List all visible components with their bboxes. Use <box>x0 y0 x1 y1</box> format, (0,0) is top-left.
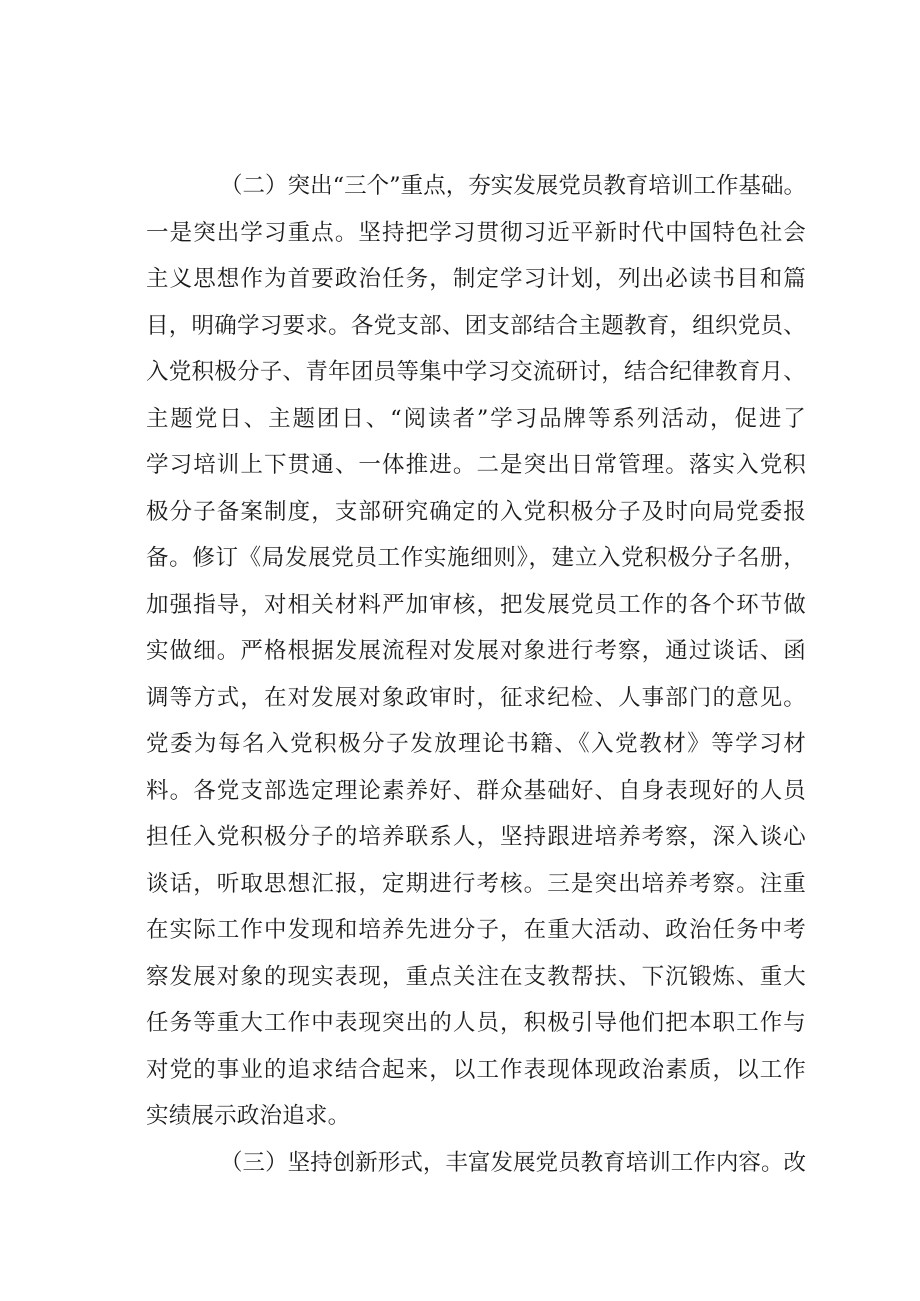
body-line: 主题党日、主题团日、“阅读者”学习品牌等系列活动，促进了 <box>146 405 806 432</box>
section-heading-2: （二）突出“三个”重点，夯实发展党员教育培训工作基础。 <box>220 173 806 199</box>
body-line: 主义思想作为首要政治任务，制定学习计划，列出必读书目和篇 <box>146 266 806 292</box>
body-line: 对党的事业的追求结合起来，以工作表现体现政治素质，以工作 <box>146 1056 806 1083</box>
body-line: 察发展对象的现实表现，重点关注在支教帮扶、下沉锻炼、重大 <box>146 963 806 990</box>
body-line: 极分子备案制度，支部研究确定的入党积极分子及时向局党委报 <box>146 498 806 525</box>
body-line: 调等方式，在对发展对象政审时，征求纪检、人事部门的意见。 <box>146 684 806 711</box>
body-line: 入党积极分子、青年团员等集中学习交流研讨，结合纪律教育月、 <box>146 359 806 385</box>
body-line: 实做细。严格根据发展流程对发展对象进行考察，通过谈话、函 <box>146 638 806 664</box>
body-line: 一是突出学习重点。坚持把学习贯彻习近平新时代中国特色社会 <box>146 219 806 246</box>
body-line: 在实际工作中发现和培养先进分子，在重大活动、政治任务中考 <box>146 917 806 943</box>
body-line: 目，明确学习要求。各党支部、团支部结合主题教育，组织党员、 <box>146 312 806 339</box>
body-line: 实绩展示政治追求。 <box>146 1103 351 1129</box>
document-body <box>146 163 806 1186</box>
body-line: 料。各党支部选定理论素养好、群众基础好、自身表现好的人员 <box>146 777 806 804</box>
body-line: 任务等重大工作中表现突出的人员，积极引导他们把本职工作与 <box>146 1010 806 1036</box>
body-line: 加强指导，对相关材料严加审核，把发展党员工作的各个环节做 <box>146 591 806 618</box>
body-line: 学习培训上下贯通、一体推进。二是突出日常管理。落实入党积 <box>146 452 806 478</box>
body-line: 党委为每名入党积极分子发放理论书籍、《入党教材》等学习材 <box>146 731 806 757</box>
body-line: 备。修订《局发展党员工作实施细则》，建立入党积极分子名册， <box>146 545 806 571</box>
section-heading-3: （三）坚持创新形式，丰富发展党员教育培训工作内容。改 <box>220 1149 806 1176</box>
body-line: 担任入党积极分子的培养联系人，坚持跟进培养考察，深入谈心 <box>146 824 806 850</box>
body-line: 谈话，听取思想汇报，定期进行考核。三是突出培养考察。注重 <box>146 870 806 897</box>
